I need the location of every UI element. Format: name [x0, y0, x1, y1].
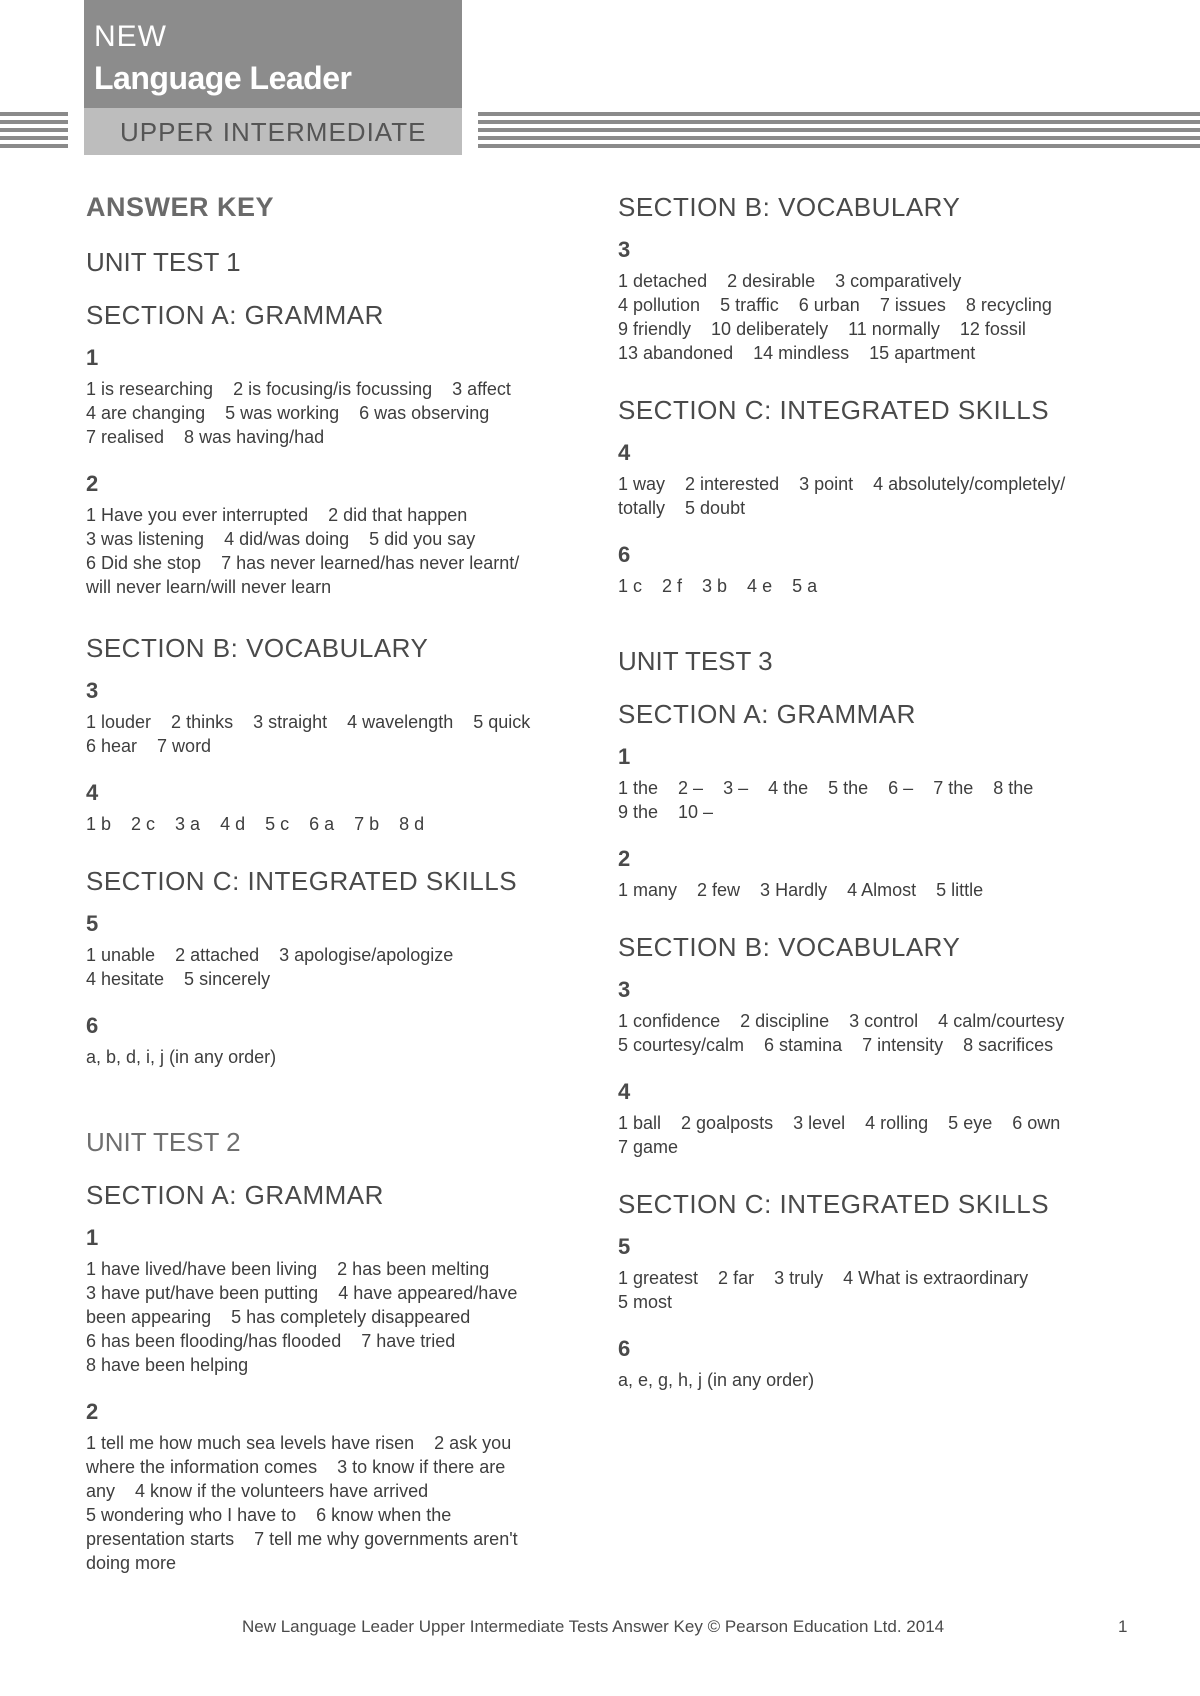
answer-line: 1 unable 2 attached 3 apologise/apologize — [86, 945, 454, 965]
exercise-number: 5 — [618, 1234, 631, 1259]
answer-line: 13 abandoned 14 mindless 15 apartment — [618, 343, 976, 363]
brand-line-title: Language Leader — [94, 60, 352, 96]
exercise-number: 2 — [618, 846, 631, 871]
answer-line: 3 have put/have been putting 4 have appeared/have — [86, 1283, 518, 1303]
left-column — [86, 192, 586, 1597]
answer-line: been appearing 5 has completely disappeared — [86, 1307, 471, 1327]
right-column — [618, 192, 1138, 1414]
answer-line: 1 ball 2 goalposts 3 level 4 rolling 5 eye 6 own — [618, 1113, 1061, 1133]
answer-line: 3 was listening 4 did/was doing 5 did you say — [86, 529, 476, 549]
answer-line: 1 b 2 c 3 a 4 d 5 c 6 a 7 b 8 d — [86, 814, 425, 834]
u1-exercise-1 — [86, 345, 586, 449]
brand-logo — [84, 0, 462, 155]
footer-copyright: New Language Leader Upper Intermediate Tests Answer Key © Pearson Education Ltd. 2014 — [242, 1617, 945, 1636]
answer-line: a, b, d, i, j (in any order) — [86, 1047, 277, 1067]
answer-line: 1 the 2 – 3 – 4 the 5 the 6 – 7 the 8 the — [618, 778, 1034, 798]
answer-line: presentation starts 7 tell me why governments aren't — [86, 1529, 518, 1549]
answer-line: 1 confidence 2 discipline 3 control 4 calm/courtesy — [618, 1011, 1065, 1031]
answer-line: 1 is researching 2 is focusing/is focussing 3 affect — [86, 379, 511, 399]
exercise-number: 5 — [86, 911, 99, 936]
u2-exercise-2 — [86, 1399, 586, 1575]
answer-line: 1 way 2 interested 3 point 4 absolutely/completely/ — [618, 474, 1066, 494]
answer-line: 7 game — [618, 1137, 679, 1157]
answer-line: 1 greatest 2 far 3 truly 4 What is extraordinary — [618, 1268, 1029, 1288]
unit-test-2-title: UNIT TEST 2 — [86, 1127, 241, 1157]
answer-line: 1 louder 2 thinks 3 straight 4 wavelength 5 quick — [86, 712, 531, 732]
spacer — [86, 1091, 586, 1127]
u3-exercise-6 — [618, 1336, 1138, 1392]
exercise-number: 1 — [618, 744, 631, 769]
unit-test-1-title: UNIT TEST 1 — [86, 247, 241, 277]
answer-key-title: ANSWER KEY — [86, 192, 275, 222]
answer-line: 6 hear 7 word — [86, 736, 212, 756]
exercise-number: 1 — [86, 345, 99, 370]
brand-level-band — [84, 108, 462, 155]
u2-exercise-6 — [618, 542, 1138, 598]
u3-exercise-2 — [618, 846, 1138, 902]
u3-exercise-5 — [618, 1234, 1138, 1314]
u2-section-a-title: SECTION A: GRAMMAR — [86, 1180, 384, 1210]
u2-exercise-1 — [86, 1225, 586, 1377]
exercise-number: 4 — [618, 440, 631, 465]
answer-line: 1 have lived/have been living 2 has been melting — [86, 1259, 490, 1279]
u2-exercise-4 — [618, 440, 1138, 520]
answer-line: 5 courtesy/calm 6 stamina 7 intensity 8 sacrifices — [618, 1035, 1054, 1055]
u1-exercise-4 — [86, 780, 586, 836]
spacer — [618, 620, 1138, 646]
unit-test-3-title: UNIT TEST 3 — [618, 646, 773, 676]
answer-line: 1 c 2 f 3 b 4 e 5 a — [618, 576, 818, 596]
exercise-number: 3 — [86, 678, 99, 703]
answer-line: 5 wondering who I have to 6 know when the — [86, 1505, 452, 1525]
exercise-number: 6 — [618, 542, 631, 567]
answer-line: will never learn/will never learn — [86, 577, 332, 597]
exercise-number: 4 — [86, 780, 99, 805]
exercise-number: 1 — [86, 1225, 99, 1250]
u2-section-c-title: SECTION C: INTEGRATED SKILLS — [618, 395, 1050, 425]
u3-exercise-3 — [618, 977, 1138, 1057]
answer-line: 7 realised 8 was having/had — [86, 427, 325, 447]
u1-exercise-5 — [86, 911, 586, 991]
answer-line: a, e, g, h, j (in any order) — [618, 1370, 815, 1390]
page-number: 1 — [1118, 1617, 1128, 1636]
u3-exercise-1 — [618, 744, 1138, 824]
exercise-number: 3 — [618, 237, 631, 262]
exercise-number: 2 — [86, 1399, 99, 1424]
brand-level-label: UPPER INTERMEDIATE — [120, 117, 427, 147]
answer-line: doing more — [86, 1553, 177, 1573]
exercise-number: 6 — [86, 1013, 99, 1038]
answer-line: 6 has been flooding/has flooded 7 have tried — [86, 1331, 456, 1351]
answer-line: 1 Have you ever interrupted 2 did that happen — [86, 505, 468, 525]
u3-section-a-title: SECTION A: GRAMMAR — [618, 699, 916, 729]
exercise-number: 4 — [618, 1079, 631, 1104]
u3-exercise-4 — [618, 1079, 1138, 1159]
brand-line-new: NEW — [94, 20, 167, 53]
answer-line: 8 have been helping — [86, 1355, 249, 1375]
answer-line: 1 tell me how much sea levels have risen 2 ask you — [86, 1433, 512, 1453]
answer-line: 9 friendly 10 deliberately 11 normally 12 fossil — [618, 319, 1026, 339]
answer-line: 4 are changing 5 was working 6 was observing — [86, 403, 490, 423]
u2-section-b-title: SECTION B: VOCABULARY — [618, 192, 961, 222]
answer-line: 1 detached 2 desirable 3 comparatively — [618, 271, 962, 291]
u1-section-c-title: SECTION C: INTEGRATED SKILLS — [86, 866, 518, 896]
answer-line: 5 most — [618, 1292, 673, 1312]
header-stripes-left — [0, 112, 68, 152]
header-stripes-right — [478, 112, 1200, 152]
u2-exercise-3 — [618, 237, 1138, 365]
u3-section-b-title: SECTION B: VOCABULARY — [618, 932, 961, 962]
answer-line: where the information comes 3 to know if there are — [86, 1457, 506, 1477]
answer-line: any 4 know if the volunteers have arrived — [86, 1481, 429, 1501]
answer-line: totally 5 doubt — [618, 498, 746, 518]
u1-exercise-3 — [86, 678, 586, 758]
exercise-number: 3 — [618, 977, 631, 1002]
u1-exercise-6 — [86, 1013, 586, 1069]
answer-line: 6 Did she stop 7 has never learned/has never learnt/ — [86, 553, 520, 573]
u1-section-b-title: SECTION B: VOCABULARY — [86, 633, 429, 663]
u1-section-a-title: SECTION A: GRAMMAR — [86, 300, 384, 330]
u1-exercise-2 — [86, 471, 586, 599]
exercise-number: 2 — [86, 471, 99, 496]
answer-line: 1 many 2 few 3 Hardly 4 Almost 5 little — [618, 880, 984, 900]
u3-section-c-title: SECTION C: INTEGRATED SKILLS — [618, 1189, 1050, 1219]
answer-line: 9 the 10 – — [618, 802, 714, 822]
answer-line: 4 pollution 5 traffic 6 urban 7 issues 8 recycling — [618, 295, 1052, 315]
exercise-number: 6 — [618, 1336, 631, 1361]
answer-line: 4 hesitate 5 sincerely — [86, 969, 271, 989]
